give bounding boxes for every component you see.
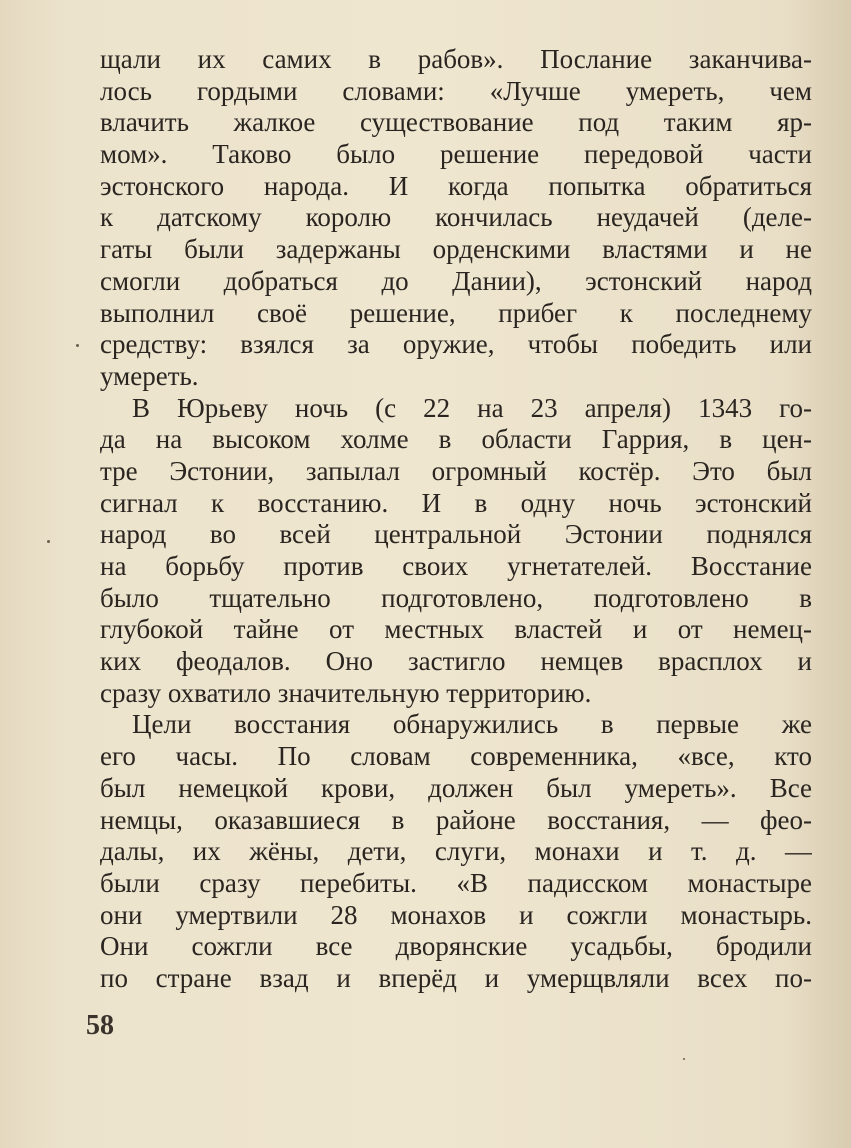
paragraph-start-line: В Юрьеву ночь (с 22 на 23 апреля) 1343 го- bbox=[132, 392, 812, 423]
text-line: они умертвили 28 монахов и сожгли монастырь. bbox=[100, 899, 812, 930]
text-line: гаты были задержаны орденскими властями и не bbox=[100, 234, 812, 265]
text-line: было тщательно подготовлено, подготовлено в bbox=[100, 582, 812, 613]
text-line: были сразу перебиты. «В падисском монастыре bbox=[100, 867, 812, 898]
text-line: по стране взад и вперёд и умерщвляли всех по- bbox=[100, 962, 812, 993]
text-line: народ во всей центральной Эстонии поднялся bbox=[100, 519, 812, 550]
paragraph-end-line: умереть. bbox=[100, 360, 199, 391]
text-line: щали их самих в рабов». Послание заканчива- bbox=[100, 44, 812, 74]
text-line: выполнил своё решение, прибег к последнему bbox=[100, 297, 812, 328]
page-number: 58 bbox=[86, 1010, 114, 1041]
text-line: был немецкой крови, должен был умереть». Все bbox=[100, 772, 812, 803]
paper-speck bbox=[47, 540, 50, 543]
text-line: на борьбу против своих угнетателей. Восстание bbox=[100, 551, 812, 581]
paper-speck bbox=[76, 344, 79, 347]
text-line: немцы, оказавшиеся в районе восстания, — фео- bbox=[100, 804, 812, 835]
text-line: к датскому королю кончилась неудачей (деле- bbox=[100, 202, 812, 233]
paper-speck bbox=[683, 1058, 685, 1060]
text-line: лось гордыми словами: «Лучше умереть, чем bbox=[100, 75, 812, 106]
text-line: сигнал к восстанию. И в одну ночь эстонский bbox=[100, 487, 812, 518]
text-line: смогли добраться до Дании), эстонский народ bbox=[100, 265, 812, 296]
text-line: мом». Таково было решение передовой части bbox=[100, 139, 812, 170]
text-line: далы, их жёны, дети, слуги, монахи и т. д. — bbox=[100, 836, 812, 867]
text-line: глубокой тайне от местных властей и от немец- bbox=[100, 614, 812, 645]
text-line: ких феодалов. Оно застигло немцев врасплох и bbox=[100, 646, 812, 677]
paragraph-start-line: Цели восстания обнаружились в первые же bbox=[132, 709, 812, 740]
text-line: влачить жалкое существование под таким яр- bbox=[100, 107, 812, 138]
text-line: Они сожгли все дворянские усадьбы, бродили bbox=[100, 931, 812, 962]
body-text bbox=[100, 44, 812, 995]
text-line: да на высоком холме в области Гаррия, в цен- bbox=[100, 424, 812, 455]
text-line: его часы. По словам современника, «все, кто bbox=[100, 741, 812, 772]
text-line: эстонского народа. И когда попытка обратиться bbox=[100, 170, 812, 201]
text-line: тре Эстонии, запылал огромный костёр. Это был bbox=[100, 455, 812, 486]
text-line: средству: взялся за оружие, чтобы победить или bbox=[100, 329, 812, 360]
paragraph-end-line: сразу охватило значительную территорию. bbox=[100, 677, 592, 708]
